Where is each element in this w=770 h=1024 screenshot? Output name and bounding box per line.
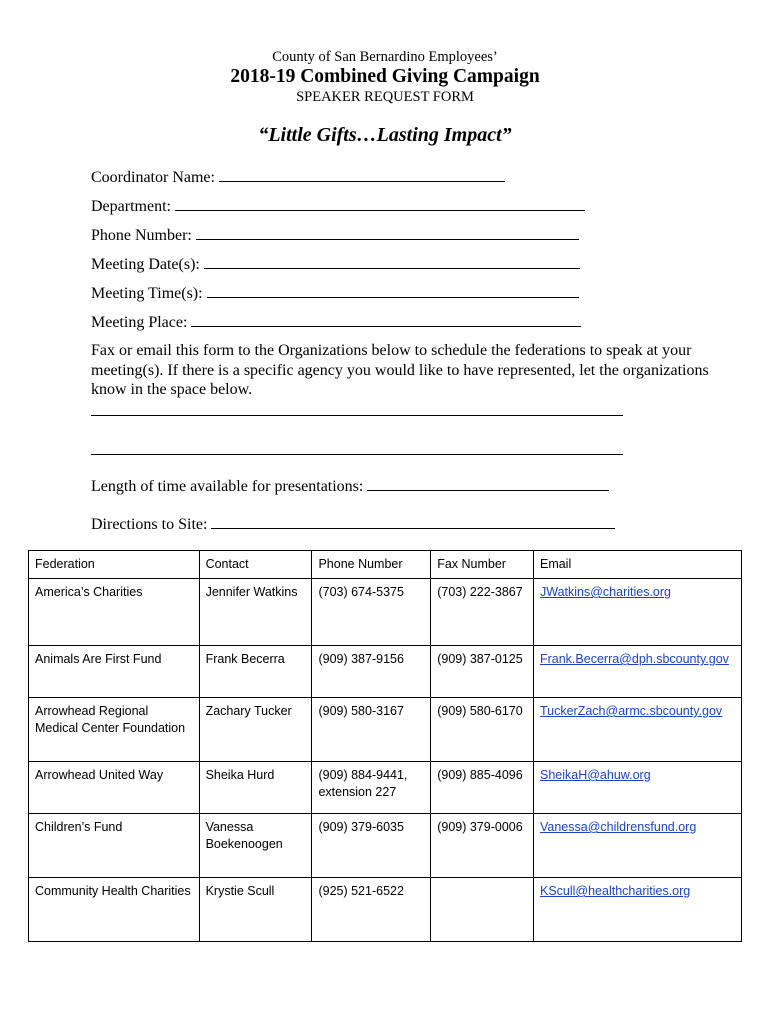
email-link[interactable]: Vanessa@childrensfund.org	[539, 820, 697, 834]
federation-cell: Arrowhead Regional Medical Center Foundation	[29, 698, 200, 762]
coordinator-name-field	[91, 168, 505, 187]
email-link[interactable]: TuckerZach@armc.sbcounty.gov	[539, 704, 723, 718]
email-link[interactable]: JWatkins@charities.org	[539, 585, 671, 599]
phone-cell: (909) 884-9441, extension 227	[312, 762, 431, 814]
directions-field	[91, 515, 615, 534]
directions-label: Directions to Site:	[91, 516, 208, 533]
form-subtitle: SPEAKER REQUEST FORM	[296, 89, 474, 105]
fax-cell: (909) 387-0125	[431, 646, 534, 698]
meeting-dates-label: Meeting Date(s):	[91, 256, 200, 273]
instructions-paragraph: Fax or email this form to the Organizations below to schedule the federations to speak at your meeting(s). If there is a specific agency you would like to have represented, let the organizations know in the space below.	[91, 342, 709, 398]
fax-cell: (703) 222-3867	[431, 579, 534, 646]
email-link[interactable]: Frank.Becerra@dph.sbcounty.gov	[539, 652, 729, 666]
federation-cell: Children’s Fund	[29, 814, 200, 878]
campaign-title: 2018-19 Combined Giving Campaign	[230, 66, 540, 87]
department-blank[interactable]	[175, 197, 585, 211]
agency-request-line-2[interactable]	[91, 454, 623, 455]
coordinator-name-blank[interactable]	[219, 168, 505, 182]
contact-cell: Krystie Scull	[199, 878, 312, 942]
meeting-place-label: Meeting Place:	[91, 314, 188, 331]
email-link[interactable]: KScull@healthcharities.org	[539, 884, 691, 898]
campaign-slogan: “Little Gifts…Lasting Impact”	[258, 124, 512, 146]
directions-blank[interactable]	[211, 515, 615, 529]
column-header-fax: Fax Number	[431, 551, 534, 579]
contact-cell: Frank Becerra	[199, 646, 312, 698]
table-row	[29, 762, 742, 814]
email-cell	[533, 878, 741, 942]
meeting-dates-field	[91, 255, 580, 274]
meeting-times-field	[91, 284, 579, 303]
email-cell	[533, 579, 741, 646]
table-row	[29, 698, 742, 762]
meeting-place-field	[91, 313, 581, 332]
column-header-contact: Contact	[199, 551, 312, 579]
meeting-times-label: Meeting Time(s):	[91, 285, 203, 302]
column-header-federation: Federation	[29, 551, 200, 579]
column-header-phone: Phone Number	[312, 551, 431, 579]
email-cell	[533, 814, 741, 878]
agency-request-line-1[interactable]	[91, 415, 623, 416]
department-field	[91, 197, 585, 216]
meeting-dates-blank[interactable]	[204, 255, 580, 269]
presentation-length-field	[91, 477, 609, 496]
phone-cell: (909) 387-9156	[312, 646, 431, 698]
email-cell	[533, 698, 741, 762]
phone-number-label: Phone Number:	[91, 227, 192, 244]
contact-cell: Vanessa Boekenoogen	[199, 814, 312, 878]
email-cell	[533, 762, 741, 814]
federation-cell: Animals Are First Fund	[29, 646, 200, 698]
table-row	[29, 646, 742, 698]
meeting-place-blank[interactable]	[191, 313, 581, 327]
phone-number-field	[91, 226, 579, 245]
contact-cell: Zachary Tucker	[199, 698, 312, 762]
fax-cell: (909) 379-0006	[431, 814, 534, 878]
fax-cell: (909) 580-6170	[431, 698, 534, 762]
table-row	[29, 878, 742, 942]
federation-cell: Community Health Charities	[29, 878, 200, 942]
fax-cell	[431, 878, 534, 942]
contact-cell: Sheika Hurd	[199, 762, 312, 814]
federation-cell: America’s Charities	[29, 579, 200, 646]
meeting-times-blank[interactable]	[207, 284, 579, 298]
presentation-length-blank[interactable]	[367, 477, 609, 491]
organization-line: County of San Bernardino Employees’	[272, 49, 498, 65]
coordinator-name-label: Coordinator Name:	[91, 169, 215, 186]
table-row	[29, 814, 742, 878]
federation-cell: Arrowhead United Way	[29, 762, 200, 814]
contact-cell: Jennifer Watkins	[199, 579, 312, 646]
fax-cell: (909) 885-4096	[431, 762, 534, 814]
email-cell	[533, 646, 741, 698]
presentation-length-label: Length of time available for presentations:	[91, 478, 364, 495]
phone-cell: (909) 379-6035	[312, 814, 431, 878]
phone-cell: (703) 674-5375	[312, 579, 431, 646]
phone-cell: (925) 521-6522	[312, 878, 431, 942]
table-header-row	[29, 551, 742, 579]
email-link[interactable]: SheikaH@ahuw.org	[539, 768, 651, 782]
federation-contacts-table	[28, 550, 742, 942]
phone-number-blank[interactable]	[196, 226, 579, 240]
phone-cell: (909) 580-3167	[312, 698, 431, 762]
column-header-email: Email	[533, 551, 741, 579]
table-row	[29, 579, 742, 646]
department-label: Department:	[91, 198, 171, 215]
